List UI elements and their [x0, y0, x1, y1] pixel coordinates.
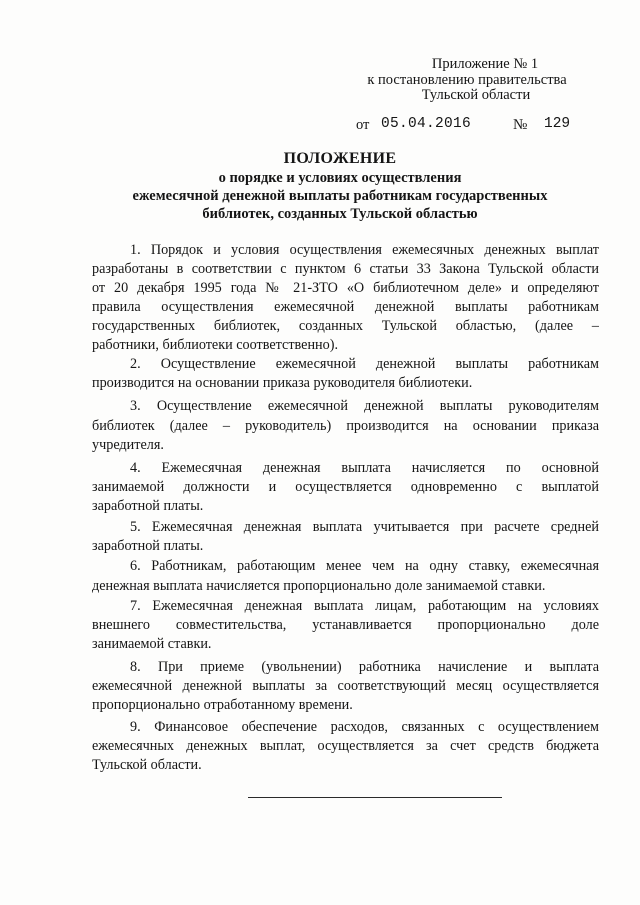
ref-number-sign: №	[513, 117, 528, 133]
body-line: денежная выплата начисляется пропорционально доле занимаемой ставки.	[92, 578, 546, 594]
body-line: учредителя.	[92, 437, 164, 453]
body-line: от 20 декабря 1995 года № 21-ЗТО «О библиотечном деле» и определяют	[92, 280, 599, 296]
body-line: работники, библиотеки соответственно).	[92, 337, 339, 353]
body-line: ежемесячной денежной выплаты за соответствующий месяц осуществляется	[92, 678, 599, 694]
document-title: ПОЛОЖЕНИЕ	[283, 150, 397, 167]
body-line: внешнего совместительства, устанавливается пропорционально доле	[92, 617, 599, 633]
appendix-title: Приложение № 1	[431, 56, 539, 72]
document-subtitle-line-1: о порядке и условиях осуществления	[218, 170, 462, 186]
document-subtitle-line-3: библиотек, созданных Тульской областью	[202, 206, 478, 222]
appendix-header	[352, 57, 582, 104]
body-line: разработаны в соответствии с пунктом 6 статьи 33 Закона Тульской области	[92, 261, 599, 277]
body-line: государственных библиотек, созданных Тульской областью, (далее –	[92, 318, 599, 334]
body-line: 5. Ежемесячная денежная выплата учитывается при расчете средней	[130, 519, 599, 535]
appendix-reference: к постановлению правительства	[367, 71, 567, 88]
body-line: 9. Финансовое обеспечение расходов, связанных с осуществлением	[130, 719, 599, 735]
body-line: занимаемой ставки.	[92, 636, 212, 652]
body-line: 1. Порядок и условия осуществления ежемесячных денежных выплат	[130, 242, 599, 258]
document-subtitle-line-2: ежемесячной денежной выплаты работникам государственных	[132, 188, 548, 204]
body-line: производится на основании приказа руководителя библиотеки.	[92, 375, 473, 391]
body-line: библиотек (далее – руководитель) производится на основании приказа	[92, 418, 599, 434]
body-line: ежемесячных денежных выплат, осуществляется за счет средств бюджета	[92, 738, 599, 754]
closing-rule	[248, 797, 502, 798]
ref-number: 129	[544, 116, 571, 132]
body-line: пропорционально отработанному времени.	[92, 697, 353, 713]
body-line: заработной платы.	[92, 538, 204, 554]
appendix-region: Тульской области	[421, 87, 531, 103]
ref-date: 05.04.2016	[381, 116, 472, 132]
body-line: 4. Ежемесячная денежная выплата начисляется по основной	[130, 460, 599, 476]
ref-prefix: от	[356, 117, 370, 133]
body-line: занимаемой должности и осуществляется одновременно с выплатой	[92, 479, 599, 495]
body-line: 3. Осуществление ежемесячной денежной выплаты руководителям	[130, 398, 599, 414]
body-line: 7. Ежемесячная денежная выплата лицам, работающим на условиях	[130, 598, 599, 614]
body-line: 6. Работникам, работающим менее чем на одну ставку, ежемесячная	[130, 558, 599, 574]
body-line: заработной платы.	[92, 498, 204, 514]
body-line: Тульской области.	[92, 757, 202, 773]
body-line: 8. При приеме (увольнении) работника начисление и выплата	[130, 659, 599, 675]
body-line: правила осуществления ежемесячной денежной выплаты работникам	[92, 299, 599, 315]
body-line: 2. Осуществление ежемесячной денежной выплаты работникам	[130, 356, 599, 372]
